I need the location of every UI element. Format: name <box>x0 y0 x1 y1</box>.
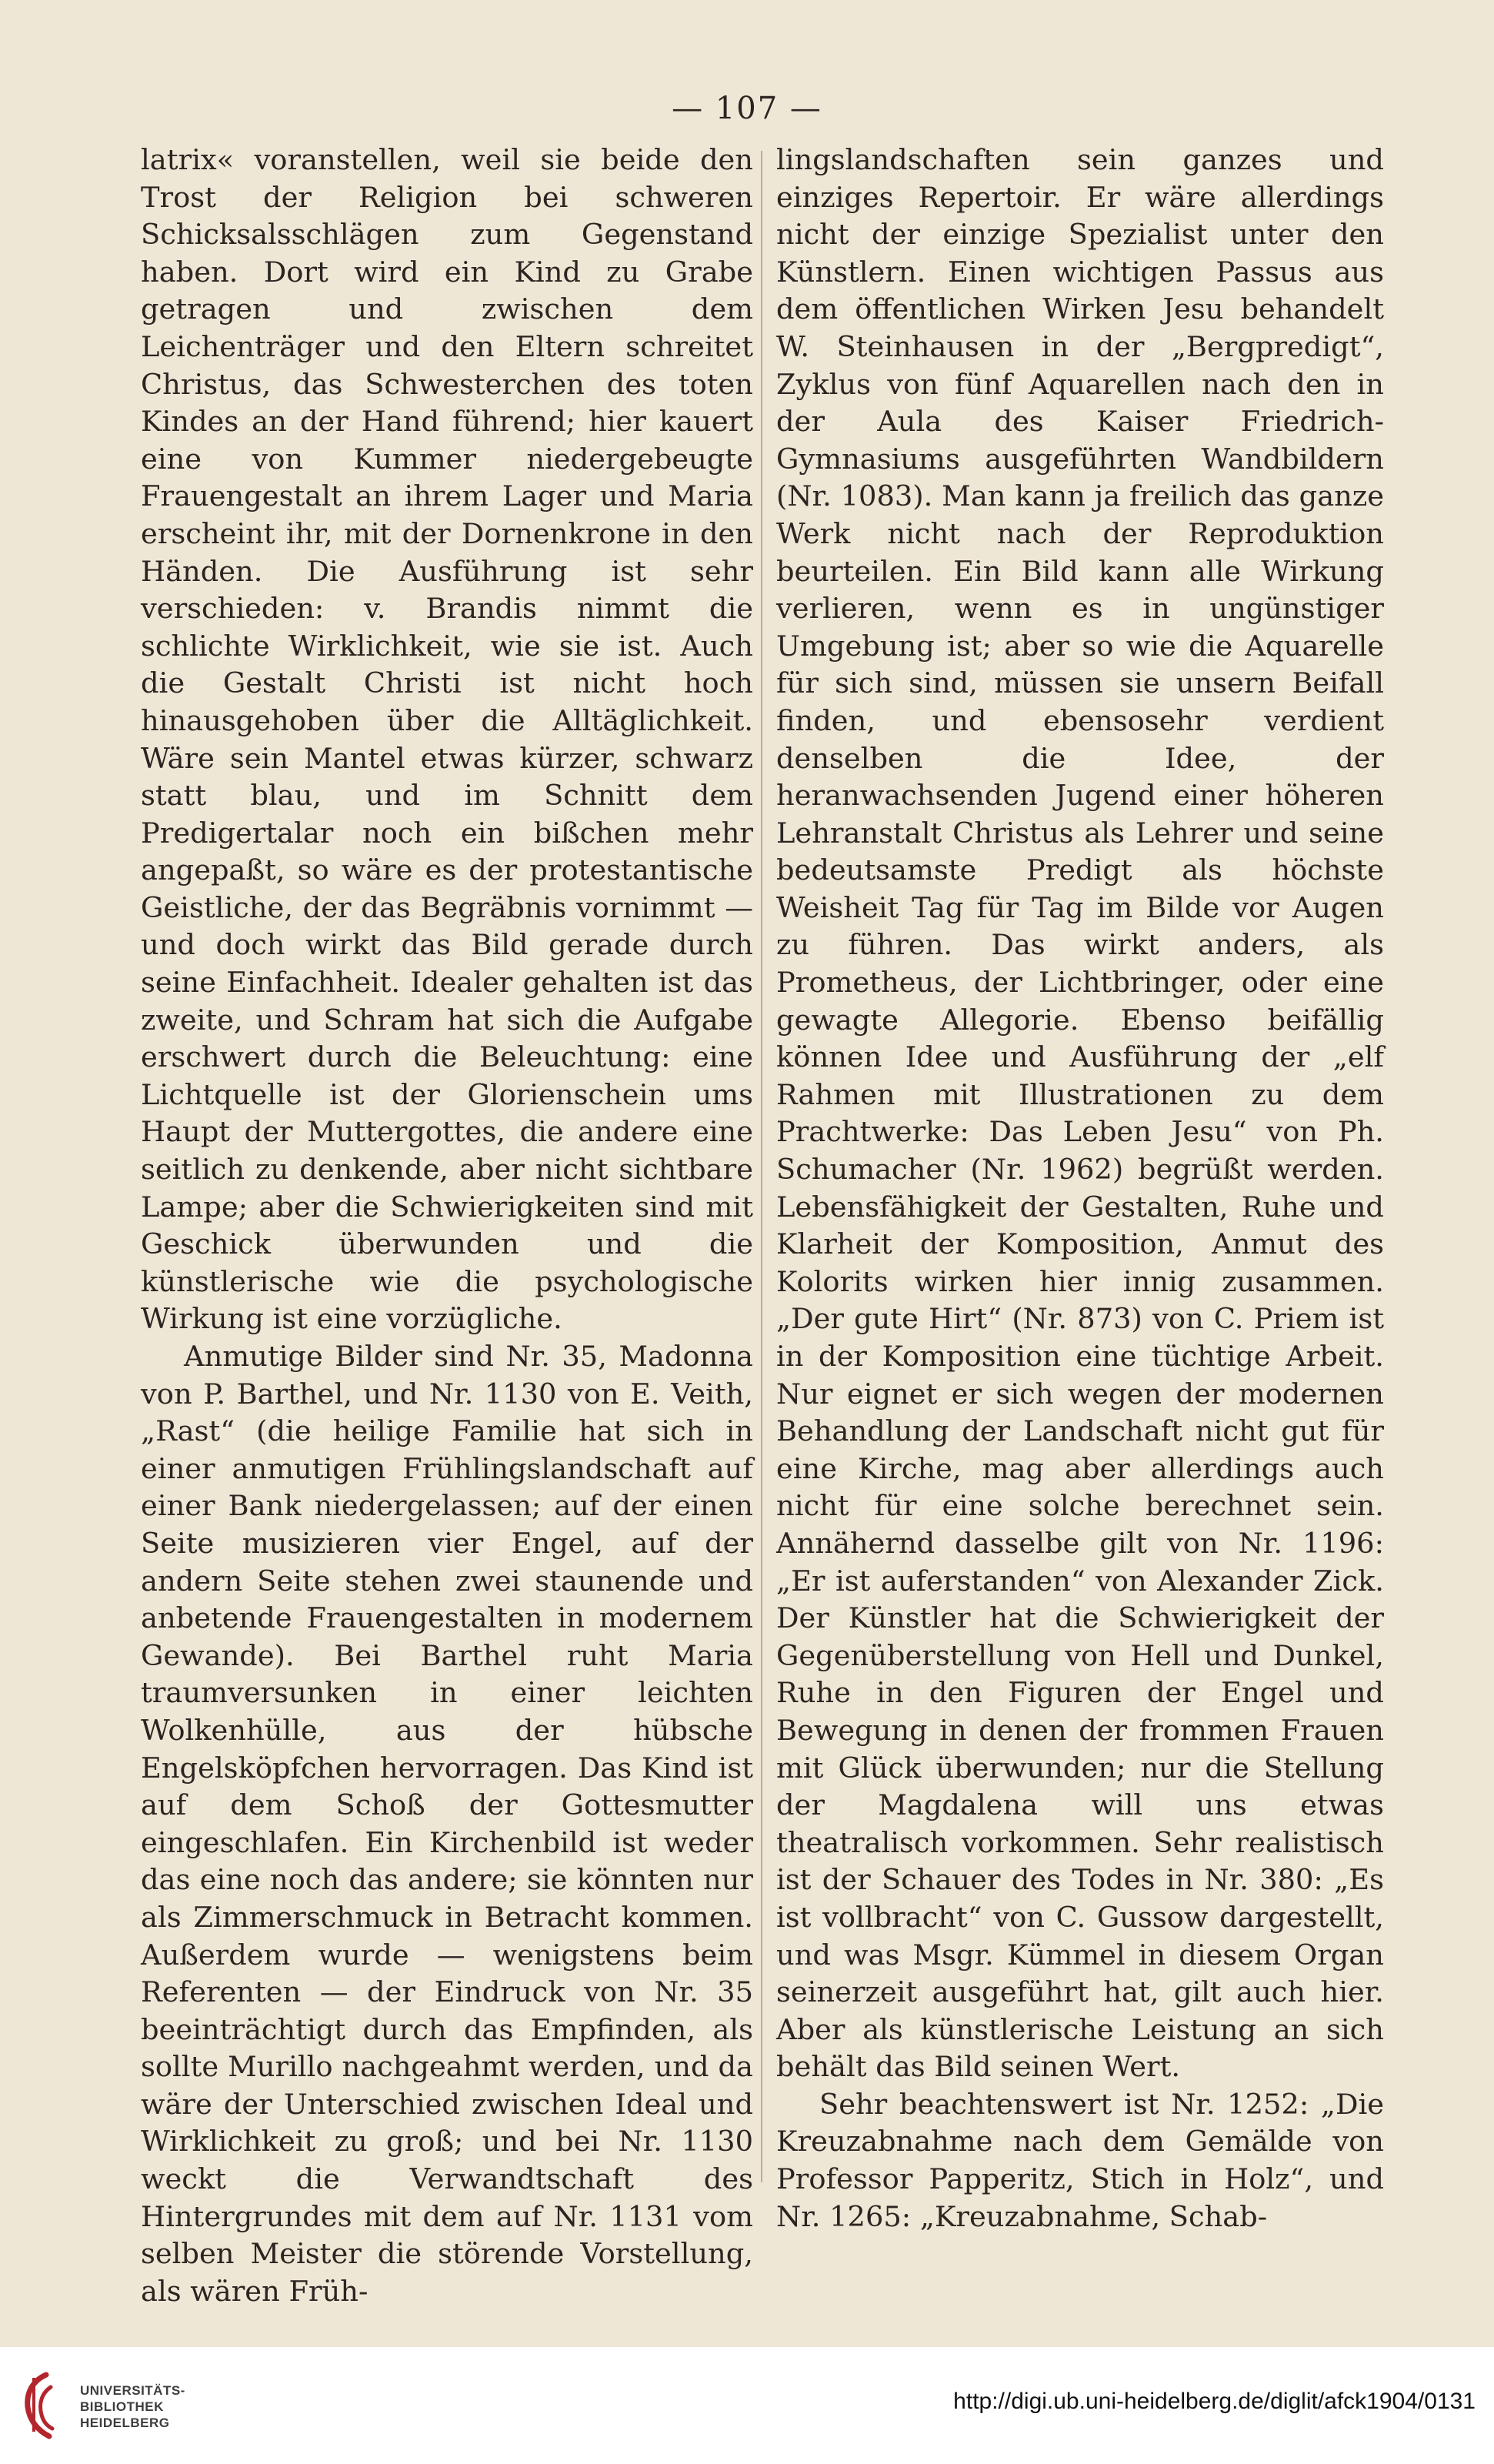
library-name-line: HEIDELBERG <box>80 2416 170 2430</box>
paragraph: latrix« voranstellen, weil sie beide den Trost der Religion bei schweren Schicksalsschlägen zum Gegenstand haben. Dort wird ein Kind zu Grabe getragen und zwischen dem Leichenträger und den Eltern schreitet Christus, das Schwesterchen des toten Kindes an der Hand führend; hier kauert eine von Kummer niedergebeugte Frauengestalt an ihrem Lager und Maria erscheint ihr, mit der Dornenkrone in den Händen. Die Ausführung ist sehr verschieden: v. Brandis nimmt die schlichte Wirklichkeit, wie sie ist. Auch die Gestalt Christi ist nicht hoch hinausgehoben über die Alltäglichkeit. Wäre sein Mantel etwas kürzer, schwarz statt blau, und im Schnitt dem Predigertalar noch ein bißchen mehr angepaßt, so wäre es der protestantische Geistliche, der das Begräbnis vornimmt — und doch wirkt das Bild gerade durch seine Einfachheit. Idealer gehalten ist das zweite, und Schram hat sich die Aufgabe erschwert durch die Beleuchtung: eine Lichtquelle ist der Glorienschein ums Haupt der Muttergottes, die andere eine seitlich zu denkende, aber nicht sichtbare Lampe; aber die Schwierigkeiten sind mit Geschick überwunden und die künstlerische wie die psychologische Wirkung ist eine vorzügliche. <box>141 143 753 1336</box>
paragraph: Sehr beachtenswert ist Nr. 1252: „Die Kreuzabnahme nach dem Gemälde von Professor Papperitz, Stich in Holz“, und Nr. 1265: „Kreuzabnahme, Schab- <box>776 2087 1384 2233</box>
source-url-link[interactable]: http://digi.ub.uni-heidelberg.de/diglit/afck1904/0131 <box>953 2389 1476 2414</box>
left-column <box>141 142 753 2310</box>
paragraph: lingslandschaften sein ganzes und einziges Repertoir. Er wäre allerdings nicht der einzige Spezialist unter den Künstlern. Einen wichtigen Passus aus dem öffentlichen Wirken Jesu behandelt W. Steinhausen in der „Bergpredigt“, Zyklus von fünf Aquarellen nach den in der Aula des Kaiser Friedrich-Gymnasiums ausgeführten Wandbildern (Nr. 1083). Man kann ja freilich das ganze Werk nicht nach der Reproduktion beurteilen. Ein Bild kann alle Wirkung verlieren, wenn es in ungünstiger Umgebung ist; aber so wie die Aquarelle für sich sind, müssen sie unsern Beifall finden, und ebensosehr verdient denselben die Idee, der heranwachsenden Jugend einer höheren Lehranstalt Christus als Lehrer und seine bedeutsamste Predigt als höchste Weisheit Tag für Tag im Bilde vor Augen zu führen. Das wirkt anders, als Prometheus, der Lichtbringer, oder eine gewagte Allegorie. Ebenso beifällig können Idee und Ausführung der „elf Rahmen mit Illustrationen zu dem Prachtwerke: Das Leben Jesu“ von Ph. Schumacher (Nr. 1962) begrüßt werden. Lebensfähigkeit der Gestalten, Ruhe und Klarheit der Komposition, Anmut des Kolorits wirken hier innig zusammen. „Der gute Hirt“ (Nr. 873) von C. Priem ist in der Komposition eine tüchtige Arbeit. Nur eignet er sich wegen der modernen Behandlung der Landschaft nicht gut für eine Kirche, mag aber allerdings auch nicht für eine solche berechnet sein. Annähernd dasselbe gilt von Nr. 1196: „Er ist auferstanden“ von Alexander Zick. Der Künstler hat die Schwierigkeit der Gegenüberstellung von Hell und Dunkel, Ruhe in den Figuren der Engel und Bewegung in denen der frommen Frauen mit Glück überwunden; nur die Stellung der Magdalena will uns etwas theatralisch vorkommen. Sehr realistisch ist der Schauer des Todes in Nr. 380: „Es ist vollbracht“ von C. Gussow dargestellt, und was Msgr. Kümmel in diesem Organ seinerzeit ausgeführt hat, gilt auch hier. Aber als künstlerische Leistung an sich behält das Bild seinen Wert. <box>776 143 1384 2084</box>
footer-bar <box>0 2347 1494 2464</box>
heidelberg-university-library-logo-icon <box>18 2370 58 2441</box>
page-number: — 107 — <box>672 91 822 126</box>
library-name <box>80 2382 185 2431</box>
column-divider <box>761 151 762 2182</box>
paragraph: Anmutige Bilder sind Nr. 35, Madonna von P. Barthel, und Nr. 1130 von E. Veith, „Rast“ (die heilige Familie hat sich in einer anmutigen Frühlingslandschaft auf einer Bank niedergelassen; auf der einen Seite musizieren vier Engel, auf der andern Seite stehen zwei staunende und anbetende Frauengestalten in modernem Gewande). Bei Barthel ruht Maria traumversunken in einer leichten Wolkenhülle, aus der hübsche Engelsköpfchen hervorragen. Das Kind ist auf dem Schoß der Gottesmutter eingeschlafen. Ein Kirchenbild ist weder das eine noch das andere; sie könnten nur als Zimmerschmuck in Betracht kommen. Außerdem wurde — wenigstens beim Referenten — der Eindruck von Nr. 35 beeinträchtigt durch das Empfinden, als sollte Murillo nachgeahmt werden, und da wäre der Unterschied zwischen Ideal und Wirklichkeit zu groß; und bei Nr. 1130 weckt die Verwandtschaft des Hintergrundes mit dem auf Nr. 1131 vom selben Meister die störende Vorstellung, als wären Früh- <box>141 1340 753 2308</box>
library-name-line: BIBLIOTHEK <box>80 2399 164 2414</box>
right-column <box>776 142 1384 2235</box>
library-name-line: UNIVERSITÄTS- <box>80 2383 185 2398</box>
